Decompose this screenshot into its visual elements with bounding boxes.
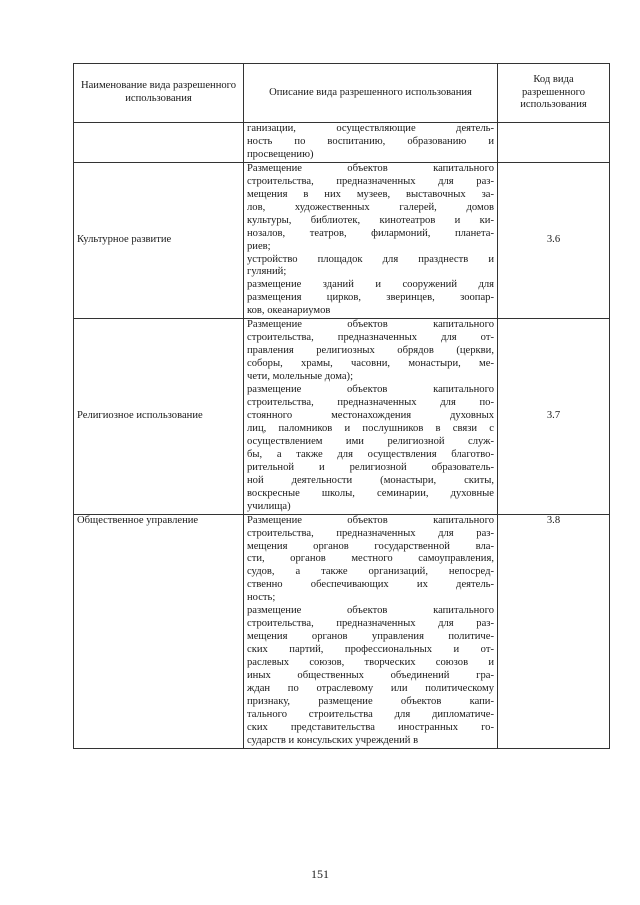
use-description-cell <box>244 123 498 163</box>
description-line: ских партий, профессиональных и от- <box>247 644 494 656</box>
description-line: строительства, предназначенных для от- <box>247 332 494 344</box>
description-line: ность по воспитанию, образованию и <box>247 135 494 147</box>
description-line: ственно обеспечивающих их деятель- <box>247 579 494 591</box>
description-line: строительства, предназначенных для раз- <box>247 527 494 539</box>
use-code-cell: 3.6 <box>498 162 610 318</box>
description-line: судов, а также организаций, непосред- <box>247 566 494 578</box>
land-use-table <box>73 63 610 749</box>
description-line: Размещение объектов капитального <box>247 514 494 526</box>
description-line: ганизации, осуществляющие деятель- <box>247 123 494 134</box>
use-name-cell: Религиозное использование <box>74 319 244 514</box>
description-line: рительной и религиозной образователь- <box>247 461 494 473</box>
description-line: культуры, библиотек, кинотеатров и ки- <box>247 214 494 226</box>
description-line: ков, океанариумов <box>247 305 331 317</box>
description-line: ность; <box>247 592 276 604</box>
description-line: лов, художественных галерей, домов <box>247 201 494 213</box>
description-line: размещения цирков, зверинцев, зоопар- <box>247 292 494 304</box>
description-line: сти, органов местного самоуправления, <box>247 553 494 565</box>
header-code: Код вида разрешенного использования <box>498 64 610 123</box>
use-description-cell <box>244 514 498 748</box>
description-line: иных общественных объединений гра- <box>247 670 494 682</box>
description-line: ной деятельности (монастыри, скиты, <box>247 474 494 486</box>
description-line: соборы, храмы, часовни, монастыри, ме- <box>247 358 494 370</box>
description-line: Размещение объектов капитального <box>247 319 494 331</box>
description-line: осуществлением ими религиозной служ- <box>247 435 494 447</box>
header-row <box>74 64 610 123</box>
use-description-cell <box>244 319 498 514</box>
description-line: бы, а также для осуществления благотво- <box>247 448 494 460</box>
description-line: мещения органов управления политиче- <box>247 631 494 643</box>
description-line: училища) <box>247 500 291 512</box>
description-line: размещение объектов капитального <box>247 384 494 396</box>
description-line: раслевых союзов, творческих союзов и <box>247 657 494 669</box>
description-line: устройство площадок для празднеств и <box>247 253 494 265</box>
description-line: нозалов, театров, филармоний, планета- <box>247 227 494 239</box>
header-name: Наименование вида разрешенного использования <box>74 64 244 123</box>
description-line: лиц, паломников и послушников в связи с <box>247 422 494 434</box>
description-line: просвещению) <box>247 148 314 160</box>
description-line: признаку, размещение объектов капи- <box>247 695 494 707</box>
page-number: 151 <box>311 867 329 881</box>
description-line: ждан по отраслевому или политическому <box>247 682 494 694</box>
description-line: воскресные школы, семинарии, духовные <box>247 487 494 499</box>
use-code-cell: 3.8 <box>498 514 610 748</box>
header-description: Описание вида разрешенного использования <box>244 64 498 123</box>
description-line: мещения органов государственной вла- <box>247 540 494 552</box>
description-line: строительства, предназначенных для раз- <box>247 618 494 630</box>
description-line: стоянного местонахождения духовных <box>247 409 494 421</box>
description-line: строительства, предназначенных для раз- <box>247 175 494 187</box>
use-name-cell: Общественное управление <box>74 514 244 748</box>
description-line: ских представительства иностранных го- <box>247 721 494 733</box>
table-row <box>74 123 610 163</box>
description-line: Размещение объектов капитального <box>247 162 494 174</box>
table-row <box>74 162 610 318</box>
description-line: размещение зданий и сооружений для <box>247 279 494 291</box>
description-line: правления религиозных обрядов (церкви, <box>247 345 494 357</box>
description-line: строительства, предназначенных для по- <box>247 397 494 409</box>
description-line: размещение объектов капитального <box>247 605 494 617</box>
table-row <box>74 514 610 748</box>
description-line: тального строительства для дипломатиче- <box>247 708 494 720</box>
description-line: сударств и консульских учреждений в <box>247 734 419 746</box>
use-description-cell <box>244 162 498 318</box>
description-line: мещения в них музеев, выставочных за- <box>247 188 494 200</box>
description-line: чети, молельные дома); <box>247 371 354 383</box>
description-line: риев; <box>247 240 271 252</box>
use-code-cell <box>498 123 610 163</box>
use-code-cell: 3.7 <box>498 319 610 514</box>
use-name-cell <box>74 123 244 163</box>
description-line: гуляний; <box>247 266 287 278</box>
table-row <box>74 319 610 514</box>
use-name-cell: Культурное развитие <box>74 162 244 318</box>
